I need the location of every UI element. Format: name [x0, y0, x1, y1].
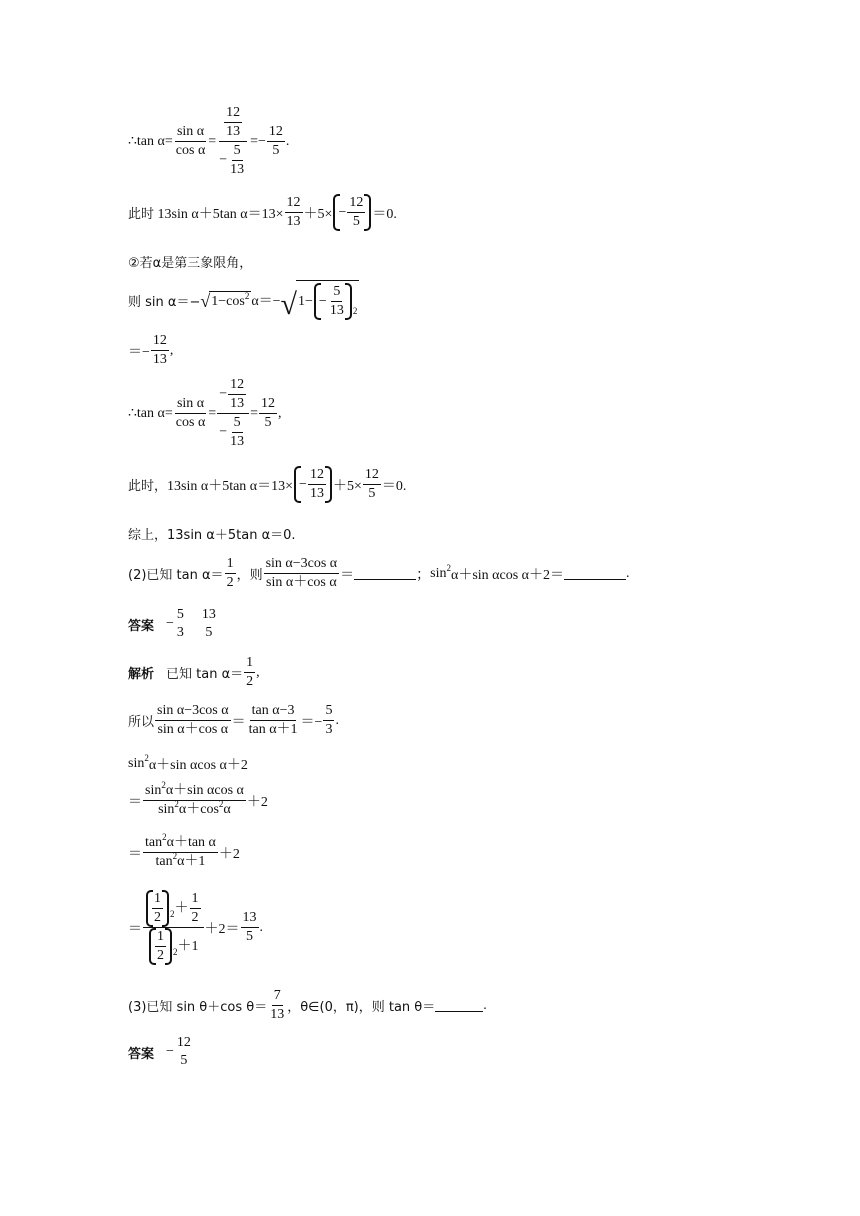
- period: .: [285, 133, 290, 149]
- numerator: tan α−3: [250, 702, 297, 721]
- denominator: 13: [230, 162, 245, 177]
- tan-alpha: tan α: [136, 405, 165, 421]
- numerator: sin α−3cos α: [264, 555, 340, 574]
- numerator: 1: [190, 890, 201, 909]
- denominator: 2: [154, 910, 161, 925]
- minus-sign: −: [299, 476, 307, 492]
- exponent: 2: [144, 753, 149, 763]
- numerator: [143, 890, 204, 928]
- denominator: 13: [329, 303, 344, 318]
- rest: α＋1: [177, 854, 206, 869]
- numerator: 12: [224, 104, 242, 123]
- period: .: [483, 997, 487, 1013]
- exponent: 2: [446, 562, 451, 573]
- numerator: 12: [267, 123, 285, 142]
- equals: =: [250, 133, 258, 149]
- thirteen-fifths: [241, 909, 259, 946]
- answer-blank-3[interactable]: [435, 999, 483, 1012]
- denominator: 13: [270, 1007, 285, 1022]
- numerator: sin α−3cos α: [155, 702, 231, 721]
- question-2-label: (2)已知 tan α＝: [128, 568, 224, 583]
- twelve-fifths: [363, 466, 381, 503]
- summary-text: 综上，13sin α＋5tan α＝0.: [128, 528, 296, 543]
- step-fraction-sin: [128, 782, 268, 819]
- denominator: 13: [226, 124, 241, 139]
- compound-fraction: [217, 376, 249, 451]
- ze-sin-alpha: 则 sin α＝−: [128, 294, 201, 310]
- times-13: ＝13×: [247, 206, 284, 222]
- tan-squared-fraction: [143, 834, 218, 871]
- denominator: sin α＋cos α: [266, 575, 337, 590]
- numerator: 5: [232, 142, 243, 161]
- numerator: 5: [323, 702, 334, 721]
- ci-shi-text: 此时，: [128, 479, 168, 494]
- minus-sign: −: [318, 293, 327, 309]
- denominator: 2: [246, 674, 254, 689]
- parenthesized-fraction: [294, 466, 332, 503]
- comma: ,: [256, 664, 260, 680]
- tan-text: tan: [145, 835, 163, 850]
- answer-fraction-2: [200, 606, 218, 642]
- parenthesized-half: [146, 890, 169, 927]
- compound-numerator: [217, 376, 249, 414]
- numeric-compound-fraction: [143, 890, 204, 965]
- exponent: 2: [173, 947, 178, 957]
- one-half: [225, 555, 236, 592]
- known-text: 已知 tan α＝: [166, 667, 244, 682]
- denominator: 13: [230, 396, 245, 411]
- analysis-line: [128, 654, 260, 691]
- five-thirteenths: [328, 283, 346, 320]
- therefore-symbol: ∴: [128, 134, 137, 149]
- numerator: 12: [363, 466, 381, 485]
- equals: ＝: [128, 846, 142, 862]
- denominator: 2: [157, 948, 164, 963]
- numerator: 12: [151, 332, 169, 351]
- denominator: 13: [286, 214, 301, 229]
- expression-rest: α＋sin αcos α＋2＝: [451, 567, 565, 583]
- case-2-heading: [128, 252, 252, 271]
- numerator: 12: [308, 466, 326, 485]
- minus-sign: −: [258, 133, 266, 149]
- minus-sign: −: [338, 204, 347, 220]
- radical-sign: √: [200, 290, 211, 311]
- equals: ＝: [128, 921, 142, 937]
- question-2: [128, 555, 630, 592]
- denominator: 5: [180, 1053, 188, 1068]
- sin-text: sin: [430, 565, 447, 581]
- numerator: sin α: [175, 123, 206, 142]
- minus-sign: −: [219, 152, 228, 168]
- equals-zero: ＝0.: [381, 478, 407, 494]
- numerator: 7: [272, 987, 283, 1006]
- five-thirteenths: [228, 142, 246, 179]
- rest: α＋cos: [178, 802, 219, 817]
- verification-line-1: [128, 194, 397, 231]
- denominator: [153, 853, 207, 871]
- denominator: 5: [368, 486, 376, 501]
- numerator: 13: [201, 607, 216, 622]
- equals-minus: ＝−: [300, 714, 323, 730]
- comma: ,: [169, 342, 174, 358]
- one-half: [155, 928, 166, 965]
- radical-sign: √: [280, 288, 298, 321]
- denominator: 2: [191, 910, 199, 925]
- exponent: 2: [218, 799, 224, 809]
- sin-over-cos-fraction: [174, 395, 208, 432]
- sin-text: sin: [145, 783, 162, 798]
- answer-label: 答案: [128, 618, 155, 634]
- numerator: 5: [176, 607, 184, 622]
- answer-fraction-1: [175, 606, 186, 642]
- so-line: [128, 702, 339, 739]
- sin-cos-ratio: [155, 702, 231, 739]
- compound-denominator: [217, 414, 249, 451]
- tan-alpha-derivation-1: [128, 104, 289, 179]
- plus-5-times: ＋5×: [303, 206, 333, 222]
- twelve-thirteenths: [151, 332, 169, 369]
- twelve-thirteenths: [224, 104, 242, 141]
- numerator: 1: [152, 890, 163, 909]
- compound-numerator: [219, 104, 247, 142]
- tan-alpha-derivation-2: [128, 376, 282, 451]
- expression-line: [128, 754, 248, 774]
- twelve-fifths: [347, 194, 365, 231]
- denominator: 2: [226, 575, 234, 590]
- denominator: sin α＋cos α: [157, 722, 229, 737]
- numerator: 12: [347, 194, 365, 213]
- radicand: [296, 280, 359, 320]
- exponent: 2: [244, 290, 250, 301]
- answer-line-2: [128, 606, 219, 642]
- one-half: [152, 890, 163, 927]
- therefore-symbol: ∴: [128, 406, 137, 421]
- equals: ＝: [340, 567, 355, 583]
- equals-minus: ＝−: [128, 344, 150, 360]
- denominator: 5: [352, 214, 360, 229]
- tan-text: tan: [155, 854, 173, 869]
- plus-2: ＋2: [218, 846, 240, 862]
- semicolon: ；: [416, 567, 431, 583]
- numerator: 12: [285, 194, 303, 213]
- answer-blank-1[interactable]: [354, 567, 416, 580]
- step-fraction-tan: [128, 834, 240, 871]
- denominator: cos α: [175, 143, 206, 158]
- text: 1−cos: [211, 293, 245, 309]
- denominator: 13: [152, 352, 167, 367]
- sin-squared-fraction: [143, 782, 246, 819]
- numerator: 1: [155, 928, 166, 947]
- plus-2-equals: ＋2＝: [204, 921, 240, 937]
- answer-line-3: [128, 1034, 194, 1070]
- answer-blank-2[interactable]: [564, 567, 626, 580]
- sin-text: sin: [158, 802, 175, 817]
- denominator: $\sin^2\alpha+\cos^2\alpha$: [158, 799, 231, 817]
- twelve-thirteenths: [228, 376, 246, 413]
- parenthesized-half: [149, 928, 172, 965]
- sqrt-1-minus-fraction-squared: [281, 280, 360, 320]
- denominator: tan α＋1: [248, 722, 298, 737]
- result-fraction: [259, 395, 277, 432]
- equals: =: [208, 133, 217, 149]
- tan-ratio: [247, 702, 300, 739]
- alpha-equals-minus: α＝−: [251, 294, 281, 309]
- exponent: 2: [352, 306, 358, 316]
- expression: 13sin α＋5tan α: [157, 206, 248, 222]
- numerator: [143, 834, 218, 853]
- equals: =: [250, 405, 258, 421]
- numerator: 12: [176, 1035, 191, 1050]
- period: .: [259, 919, 263, 935]
- radicand: [209, 291, 251, 310]
- comma-then: ，则: [236, 568, 263, 583]
- so-text: 所以: [128, 715, 155, 730]
- answer-label: 答案: [128, 1046, 155, 1062]
- seven-thirteenths: [268, 987, 286, 1024]
- one-half: [244, 654, 255, 691]
- comma: ,: [278, 405, 282, 421]
- equals: =: [164, 405, 173, 421]
- five-thirteenths: [228, 414, 246, 451]
- ci-shi-text: 此时: [128, 207, 155, 222]
- denominator: 3: [176, 625, 184, 640]
- five-thirds: [323, 702, 334, 739]
- denominator: 5: [246, 929, 253, 944]
- numerator: 1: [225, 555, 236, 574]
- period: .: [335, 712, 339, 728]
- numerator: 12: [228, 376, 246, 395]
- exponent: 2: [174, 799, 179, 809]
- sin-alpha-result: [128, 332, 173, 369]
- numerator: [143, 782, 246, 801]
- plus-1: ＋1: [177, 938, 199, 954]
- tan-alpha: tan α: [136, 133, 165, 149]
- numerator: sin α: [175, 395, 206, 414]
- twelve-thirteenths: [285, 194, 303, 231]
- denominator: 13: [230, 434, 245, 449]
- denominator: cos α: [175, 415, 206, 430]
- question-3-mid: ，θ∈(0，π)，则 tan θ＝: [287, 1000, 436, 1015]
- equals: ＝: [231, 714, 246, 730]
- expression: 13sin α＋5tan α: [167, 478, 258, 494]
- question-3-label: (3)已知 sin θ＋cos θ＝: [128, 1000, 268, 1015]
- sin-text: sin: [128, 756, 145, 771]
- exponent: 2: [161, 780, 166, 790]
- case-2-text: ②若α是第三象限角，: [128, 256, 253, 271]
- verification-line-2: [128, 466, 406, 503]
- plus-5-times: ＋5×: [332, 478, 362, 494]
- compound-denominator: [217, 142, 249, 179]
- exponent: 2: [172, 851, 178, 861]
- sin-over-cos-fraction: [174, 123, 208, 160]
- equals: ＝: [128, 794, 142, 810]
- denominator: 5: [205, 625, 213, 640]
- denominator: 5: [264, 415, 272, 430]
- plus: ＋: [174, 900, 189, 916]
- denominator: 5: [272, 143, 280, 158]
- times-13: ＝13×: [257, 478, 294, 494]
- compound-fraction: [217, 104, 249, 179]
- exponent: 2: [170, 909, 175, 919]
- sin-alpha-derivation: [128, 280, 359, 320]
- denominator: [146, 928, 201, 965]
- twelve-thirteenths: [308, 466, 326, 503]
- numerator: 5: [331, 283, 342, 302]
- sqrt-1-minus-cos2: [200, 291, 251, 310]
- analysis-label: 解析: [128, 667, 155, 682]
- minus-sign: −: [166, 616, 174, 631]
- equals: =: [164, 133, 173, 149]
- summary-line: [128, 524, 296, 543]
- one-minus: 1−: [298, 293, 313, 309]
- exponent: 2: [162, 832, 167, 842]
- minus-sign: −: [219, 424, 228, 440]
- sin-cos-ratio: [264, 555, 340, 592]
- numerator: 1: [244, 654, 255, 673]
- numerator: 12: [259, 395, 277, 414]
- parenthesized-fraction: [333, 194, 371, 231]
- plus-2: ＋2: [246, 794, 268, 810]
- minus-sign: −: [219, 386, 228, 402]
- minus-sign: −: [166, 1044, 174, 1059]
- period: .: [626, 565, 630, 581]
- expression-rest: α＋sin αcos α＋2: [148, 758, 248, 773]
- rest: α＋tan α: [166, 835, 216, 850]
- denominator: 13: [309, 486, 324, 501]
- denominator: 3: [325, 722, 333, 737]
- question-3: [128, 987, 487, 1024]
- result-fraction: [267, 123, 285, 160]
- equals-zero: ＝0.: [372, 206, 397, 222]
- rest: α＋sin αcos α: [165, 783, 244, 798]
- step-numeric: [128, 890, 263, 965]
- answer-fraction: [175, 1034, 193, 1070]
- parenthesized-fraction: [314, 283, 352, 320]
- one-half: [190, 890, 201, 927]
- equals: =: [208, 405, 217, 421]
- numerator: 5: [232, 414, 243, 433]
- numerator: 13: [241, 909, 259, 928]
